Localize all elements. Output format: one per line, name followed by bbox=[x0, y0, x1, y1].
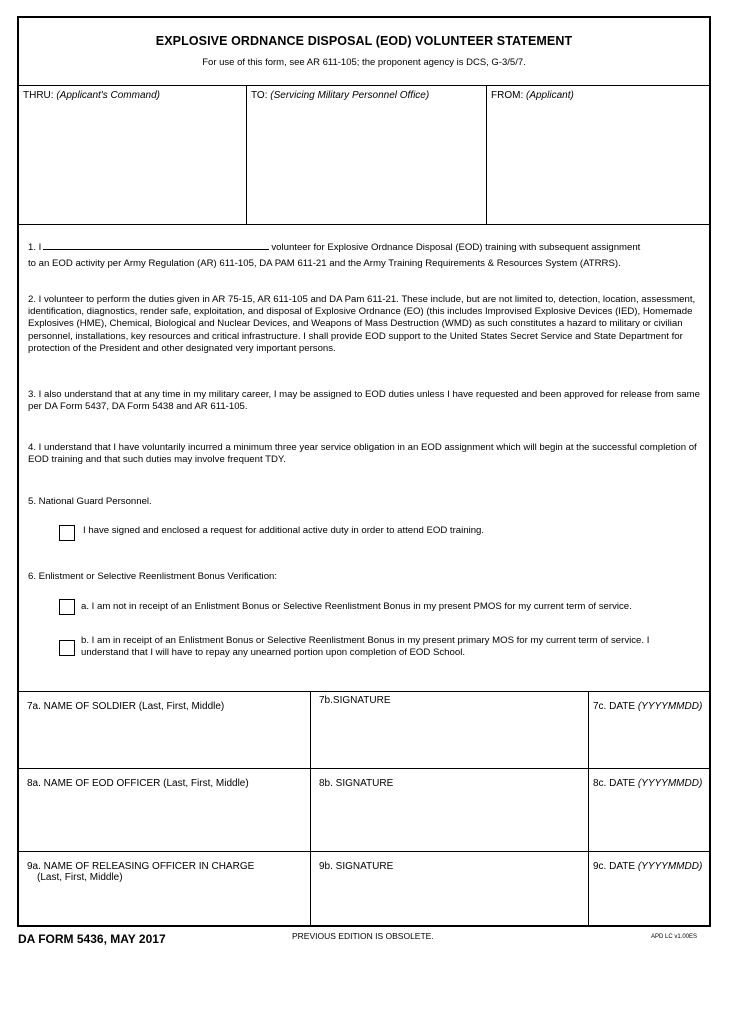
to-label: TO: (Servicing Military Personnel Office) bbox=[251, 90, 430, 101]
eod-officer-name-field[interactable] bbox=[19, 769, 311, 851]
eod-officer-name-label: 8a. NAME OF EOD OFFICER (Last, First, Middle) bbox=[27, 778, 249, 789]
releasing-officer-name-label: 9a. NAME OF RELEASING OFFICER IN CHARGE bbox=[27, 861, 255, 872]
volunteer-name-field[interactable] bbox=[43, 240, 269, 250]
thru-label: THRU: (Applicant's Command) bbox=[23, 90, 160, 101]
bonus-option-a-label: a. I am not in receipt of an Enlistment Bonus or Selective Reenlistment Bonus in my present PMOS for my current term of service. bbox=[81, 601, 632, 612]
releasing-officer-date-field[interactable] bbox=[589, 852, 709, 925]
form-subtitle: For use of this form, see AR 611-105; the proponent agency is DCS, G-3/5/7. bbox=[202, 57, 526, 68]
version-label: APD LC v1.00ES bbox=[651, 934, 698, 940]
paragraph-6: 6. Enlistment or Selective Reenlistment Bonus Verification: bbox=[28, 571, 278, 582]
form-header bbox=[19, 18, 709, 86]
soldier-name-label: 7a. NAME OF SOLDIER (Last, First, Middle) bbox=[27, 701, 225, 712]
signature-row-releasing-officer bbox=[19, 851, 709, 925]
paragraph-4: 4. I understand that I have voluntarily incurred a minimum three year service obligation in an EOD assignment which will begin at the successful completion of EOD training and that such duties may involve frequent TDY. bbox=[28, 442, 697, 466]
paragraph-5: 5. National Guard Personnel. bbox=[28, 496, 152, 507]
releasing-officer-signature-label: 9b. SIGNATURE bbox=[319, 861, 394, 872]
bonus-option-b-checkbox[interactable] bbox=[59, 640, 75, 656]
bonus-option-b-label: b. I am in receipt of an Enlistment Bonus or Selective Reenlistment Bonus in my present primary MOS for my current term of service. I understand that I will have to repay any unearned portion upon completion of EOD School. bbox=[81, 635, 650, 659]
p1-line1: volunteer for Explosive Ordnance Disposal (EOD) training with subsequent assignment bbox=[271, 242, 641, 253]
paragraph-2: 2. I volunteer to perform the duties given in AR 75-15, AR 611-105 and DA Pam 611-21. These include, but are not limited to, detection, location, assessment, identification, diagnostics, render safe, exploitation, and disposal of Explosive Ordnance (EO) (this includes Improvised Explosive Devices (IED), Homemade Explosives (HME), Chemical, Biological and Nuclear Devices, and Weapons of Mass Destruction (WMD) as such constitutes a hazard to military or civilian personnel, installations, key resources and critical infrastructure. I shall provide EOD support to the United States Secret Service and State Department for protection of the President and other designated very important persons. bbox=[28, 294, 696, 354]
p1-prefix: 1. I bbox=[28, 242, 42, 253]
to-field[interactable] bbox=[247, 85, 487, 225]
form-number: DA FORM 5436, MAY 2017 bbox=[18, 932, 166, 946]
eod-officer-signature-field[interactable] bbox=[311, 769, 589, 851]
paragraph-3: 3. I also understand that at any time in my military career, I may be assigned to EOD duties unless I have requested and been approved for release from same per DA Form 5437, DA Form 5438 and AR 611-105. bbox=[28, 389, 700, 413]
eod-officer-date-field[interactable] bbox=[589, 769, 709, 851]
form-title: EXPLOSIVE ORDNANCE DISPOSAL (EOD) VOLUNTEER STATEMENT bbox=[155, 34, 573, 48]
signature-row-eod-officer bbox=[19, 768, 709, 851]
releasing-officer-name-sublabel: (Last, First, Middle) bbox=[37, 872, 123, 883]
soldier-signature-label: 7b.SIGNATURE bbox=[319, 695, 391, 706]
p1-line2: to an EOD activity per Army Regulation (AR) 611-105, DA PAM 611-21 and the Army Training Requirements & Resources System (ATRRS). bbox=[28, 258, 621, 270]
releasing-officer-signature-field[interactable] bbox=[311, 852, 589, 925]
soldier-signature-field[interactable] bbox=[311, 692, 589, 768]
soldier-date-field[interactable] bbox=[589, 692, 709, 768]
edition-notice: PREVIOUS EDITION IS OBSOLETE. bbox=[292, 931, 434, 941]
form-frame bbox=[17, 16, 711, 927]
releasing-officer-date-label: 9c. DATE (YYYYMMDD) bbox=[593, 861, 703, 872]
soldier-name-field[interactable] bbox=[19, 692, 311, 768]
paragraph-1 bbox=[28, 240, 700, 270]
signature-row-soldier bbox=[19, 691, 709, 768]
eod-officer-signature-label: 8b. SIGNATURE bbox=[319, 778, 394, 789]
soldier-date-label: 7c. DATE (YYYYMMDD) bbox=[593, 701, 703, 712]
bonus-option-a-checkbox[interactable] bbox=[59, 599, 75, 615]
national-guard-checkbox[interactable] bbox=[59, 525, 75, 541]
national-guard-option-label: I have signed and enclosed a request for additional active duty in order to attend EOD training. bbox=[83, 525, 485, 536]
from-field[interactable] bbox=[487, 85, 709, 225]
eod-officer-date-label: 8c. DATE (YYYYMMDD) bbox=[593, 778, 703, 789]
thru-field[interactable] bbox=[19, 85, 247, 225]
releasing-officer-name-field[interactable] bbox=[19, 852, 311, 925]
from-label: FROM: (Applicant) bbox=[491, 90, 574, 101]
